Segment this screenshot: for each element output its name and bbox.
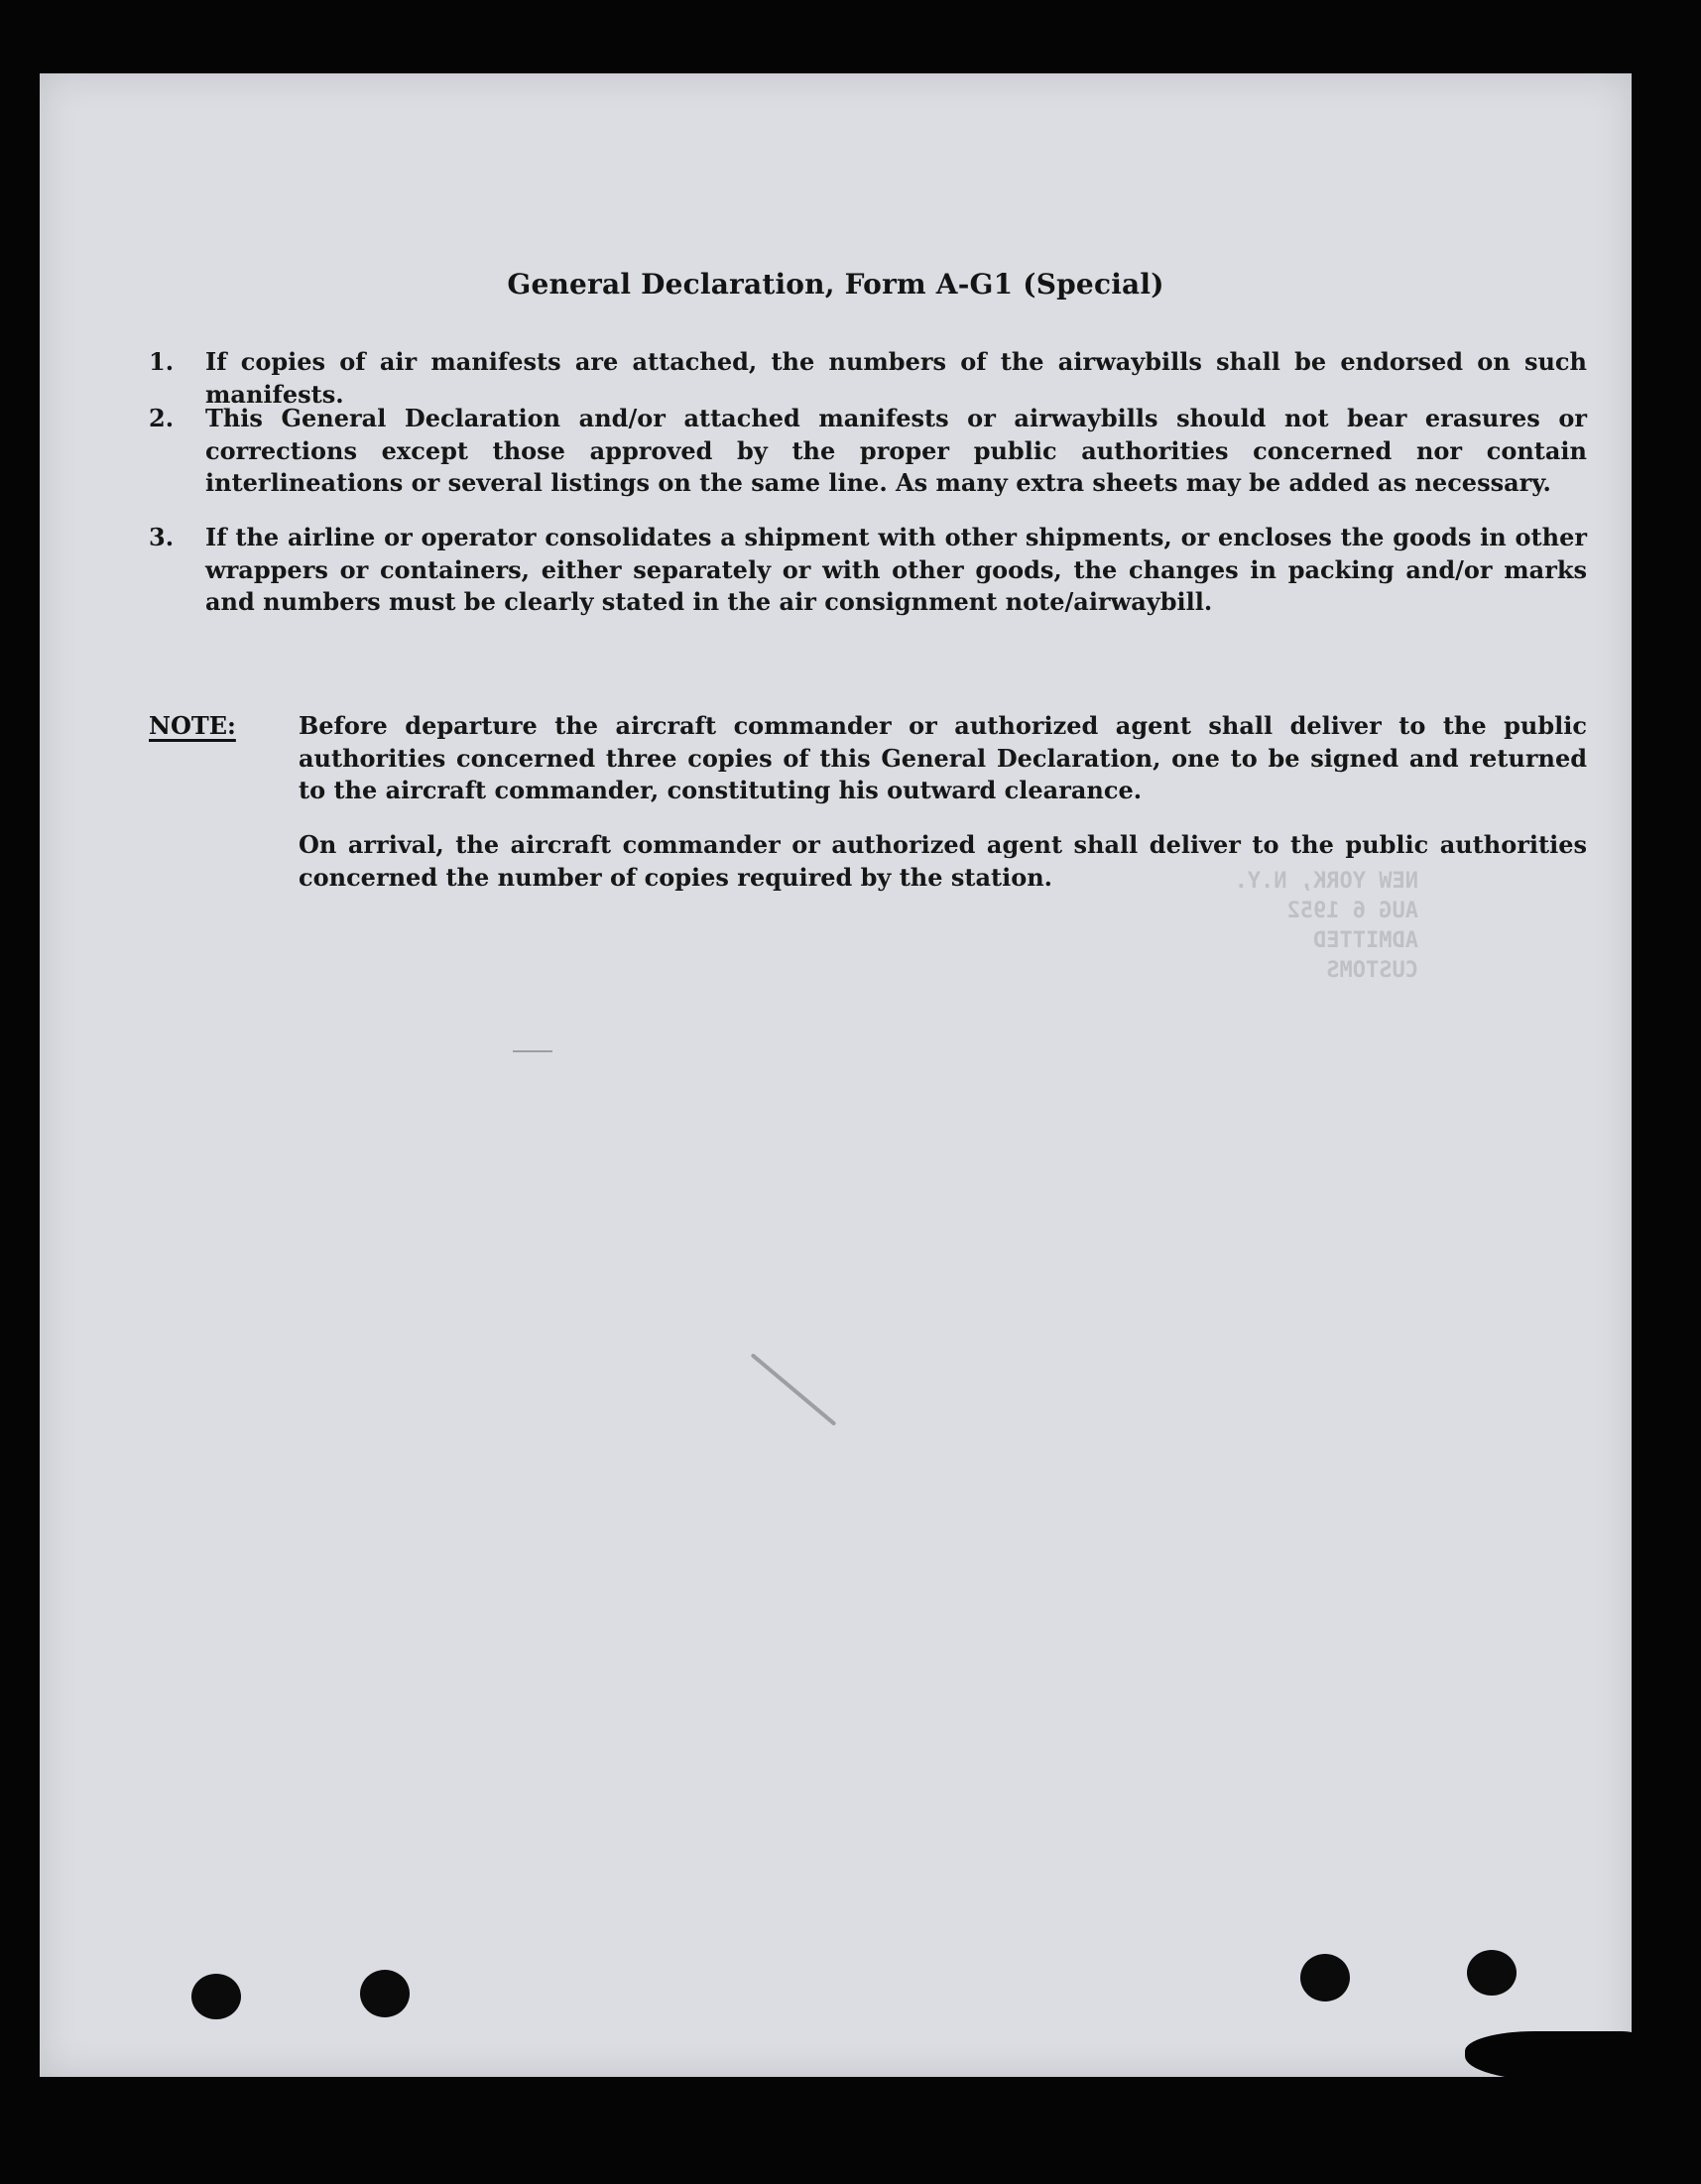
item-number: 3. xyxy=(149,523,175,551)
document-page xyxy=(40,73,1632,2077)
scan-mark xyxy=(513,1050,552,1052)
torn-corner xyxy=(1465,2031,1639,2081)
instruction-item-1 xyxy=(149,346,1587,411)
show-through-stamp xyxy=(1190,867,1418,986)
form-title: General Declaration, Form A-G1 (Special) xyxy=(507,268,1164,301)
note-paragraph-2: On arrival, the aircraft commander or authorized agent shall deliver to the public authorities concerned the number of copies required by the station. xyxy=(299,830,1587,892)
stamp-line: CUSTOMS xyxy=(1326,958,1418,983)
stamp-line: ADMITTED xyxy=(1313,928,1418,953)
item-number: 1. xyxy=(149,347,175,376)
item-text: This General Declaration and/or attached manifests or airwaybills should not bear erasures or corrections except those approved by the proper public authorities concerned nor contain interlineations or several listings on the same line. As many extra sheets may be added as necessary. xyxy=(205,404,1587,497)
note-label: NOTE: xyxy=(149,711,236,740)
stamp-line: AUG 6 1952 xyxy=(1286,899,1418,923)
item-text: If the airline or operator consolidates a shipment with other shipments, or encloses the goods in other wrappers or containers, either separately or with other goods, the changes in packing and/or marks and numbers must be clearly stated in the air consignment note/airwaybill. xyxy=(205,523,1587,616)
instruction-item-2 xyxy=(149,403,1587,500)
scan-smudge xyxy=(751,1353,837,1426)
note-paragraph-1: Before departure the aircraft commander or authorized agent shall deliver to the public authorities concerned three copies of this General Declaration, one to be signed and returned to the aircraft commander, constituting his outward clearance. xyxy=(299,711,1587,804)
stamp-line: NEW YORK, N.Y. xyxy=(1234,869,1418,894)
punch-hole xyxy=(360,1970,410,2017)
item-text: If copies of air manifests are attached, the numbers of the airwaybills shall be endorsed on such manifests. xyxy=(205,347,1587,409)
item-number: 2. xyxy=(149,404,175,432)
punch-hole xyxy=(191,1974,241,2019)
punch-hole xyxy=(1467,1950,1517,1996)
instruction-item-3 xyxy=(149,522,1587,619)
punch-hole xyxy=(1300,1954,1350,2002)
